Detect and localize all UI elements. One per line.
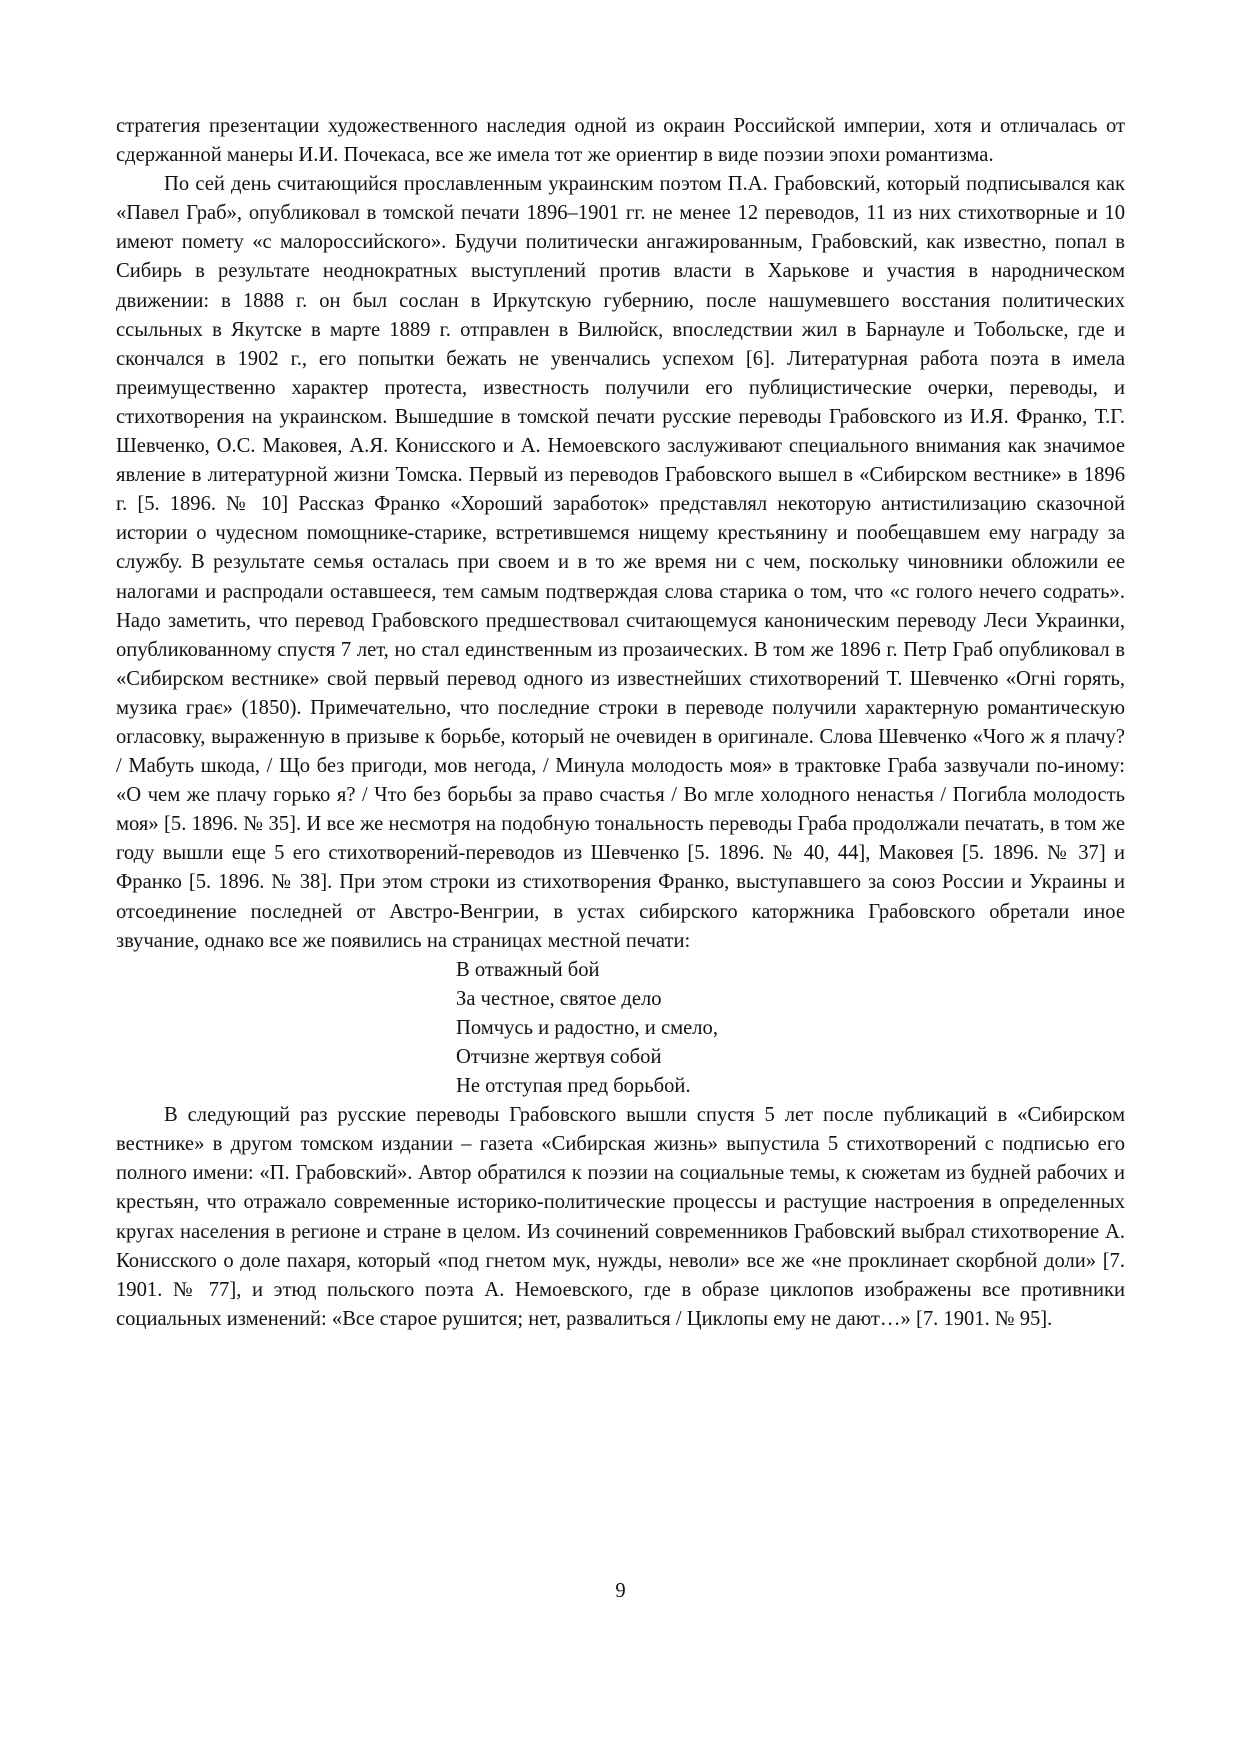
- poem-line: В отважный бой: [456, 958, 600, 981]
- poem-line: За честное, святое дело: [456, 987, 662, 1010]
- page-body: [116, 112, 1125, 1334]
- poem-line: Помчусь и радостно, и смело,: [456, 1016, 718, 1039]
- paragraph-2: По сей день считающийся прославленным украинским поэтом П.А. Грабовский, который подписывался как «Павел Граб», опубликовал в томской печати 1896–1901 гг. не менее 12 переводов, 11 из них стихотворные и 10 имеют помету «с малороссийского». Будучи политически ангажированным, Грабовский, как известно, попал в Сибирь в результате неоднократных выступлений против власти в Харькове и участия в народническом движении: в 1888 г. он был сослан в Иркутскую губернию, после нашумевшего восстания политических ссыльных в Якутске в марте 1889 г. отправлен в Вилюйск, впоследствии жил в Барнауле и Тобольске, где и скончался в 1902 г., его попытки бежать не увенчались успехом [6]. Литературная работа поэта в имела преимущественно характер протеста, известность получили его публицистические очерки, переводы, и стихотворения на украинском. Вышедшие в томской печати русские переводы Грабовского из И.Я. Франко, Т.Г. Шевченко, О.С. Маковея, А.Я. Конисского и А. Немоевского заслуживают специального внимания как значимое явление в литературной жизни Томска. Первый из переводов Грабовского вышел в «Сибирском вестнике» в 1896 г. [5. 1896. № 10] Рассказ Франко «Хороший заработок» представлял некоторую антистилизацию сказочной истории о чудесном помощнике-старике, встретившемся нищему крестьянину и пообещавшем ему награду за службу. В результате семья осталась при своем и в то же время ни с чем, поскольку чиновники обложили ее налогами и распродали оставшееся, тем самым подтверждая слова старика о том, что «с голого нечего содрать». Надо заметить, что перевод Грабовского предшествовал считающемуся каноническим переводу Леси Украинки, опубликованному спустя 7 лет, но стал единственным из прозаических. В том же 1896 г. Петр Граб опубликовал в «Сибирском вестнике» свой первый перевод одного из известнейших стихотворений Т. Шевченко «Огні горять, музика грає» (1850). Примечательно, что последние строки в переводе получили характерную романтическую огласовку, выраженную в призыве к борьбе, который не очевиден в оригинале. Слова Шевченко «Чого ж я плачу? / Мабуть шкода, / Що без пригоди, мов негода, / Минула молодость моя» в трактовке Граба зазвучали по-иному: «О чем же плачу горько я? / Что без борьбы за право счастья / Во мгле холодного ненастья / Погибла молодость моя» [5. 1896. № 35]. И все же несмотря на подобную тональность переводы Граба продолжали печатать, в том же году вышли еще 5 его стихотворений-переводов из Шевченко [5. 1896. № 40, 44], Маковея [5. 1896. № 37] и Франко [5. 1896. № 38]. При этом строки из стихотворения Франко, выступавшего за союз России и Украины и отсоединение последней от Австро-Венгрии, в устах сибирского каторжника Грабовского обретали иное звучание, однако все же появились на страницах местной печати:: [116, 173, 1125, 952]
- poem-line: Отчизне жертвуя собой: [456, 1046, 662, 1068]
- paragraph-1: стратегия презентации художественного наследия одной из окраин Российской империи, хотя и отличалась от сдержанной манеры И.И. Почекаса, все же имела тот же ориентир в виде поэзии эпохи романтизма.: [116, 115, 1125, 167]
- paragraph-3: В следующий раз русские переводы Грабовского вышли спустя 5 лет после публикаций в «Сибирском вестнике» в другом томском издании – газета «Сибирская жизнь» выпустила 5 стихотворений с подписью его полного имени: «П. Грабовский». Автор обратился к поэзии на социальные темы, к сюжетам из будней рабочих и крестьян, что отражало современные историко-политические процессы и растущие настроения в определенных кругах населения в регионе и стране в целом. Из сочинений современников Грабовский выбрал стихотворение А. Конисского о доле пахаря, который «под гнетом мук, нужды, неволи» все же «не проклинает скорбной доли» [7. 1901. № 77], и этюд польского поэта А. Немоевского, где в образе циклопов изображены все противники социальных изменений: «Все старое рушится; нет, развалиться / Циклопы ему не дают…» [7. 1901. № 95].: [116, 1104, 1125, 1330]
- poem-line: Не отступая пред борьбой.: [456, 1075, 691, 1098]
- page-number: 9: [615, 1580, 626, 1602]
- poem-quote: [456, 956, 1125, 1101]
